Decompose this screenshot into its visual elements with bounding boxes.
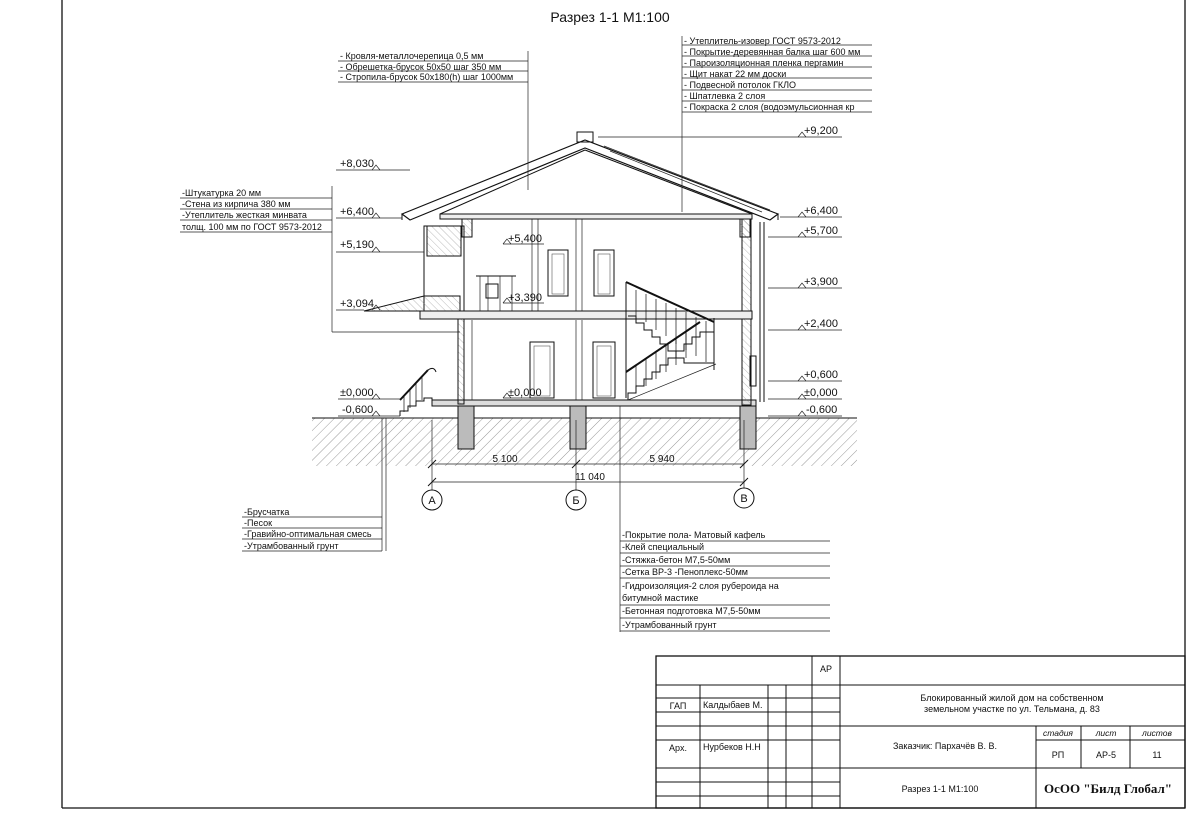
wall-note-2: -Стена из кирпича 380 мм	[182, 199, 291, 209]
dim-span-bv: 5 940	[649, 454, 675, 465]
roof-note-2: - Обрешетка-брусок 50х50 шаг 350 мм	[340, 62, 502, 72]
level-right-9200: +9,200	[804, 125, 838, 137]
wall-note-1: -Штукатурка 20 мм	[182, 188, 262, 198]
level-left-5190: +5,190	[340, 239, 374, 251]
level-left-8030: +8,030	[340, 158, 374, 170]
floor-note-7: -Бетонная подготовка М7,5-50мм	[622, 606, 761, 616]
main-staircase	[626, 282, 716, 400]
level-mark	[336, 298, 380, 310]
level-mark	[768, 387, 842, 399]
door-upper-1	[548, 250, 568, 296]
beam-2	[740, 219, 750, 237]
level-right-2400: +2,400	[804, 318, 838, 330]
level-left-0000: ±0,000	[340, 387, 374, 399]
paving-note-2: -Песок	[244, 518, 273, 528]
level-right-0000: ±0,000	[804, 387, 838, 399]
level-mark	[768, 404, 842, 416]
stamp-sheets: 11	[1152, 750, 1162, 760]
ceiling-note-7: - Покраска 2 слоя (водоэмульсионная кр	[684, 102, 855, 112]
axis-label-b: Б	[572, 495, 580, 507]
floor-note-6: битумной мастике	[622, 593, 699, 603]
title-block	[656, 656, 1185, 808]
ceiling-notes	[682, 36, 872, 212]
ceiling-note-2: - Покрытие-деревянная балка шаг 600 мм	[684, 47, 861, 57]
level-right-6400: +6,400	[804, 205, 838, 217]
ceiling-note-1: - Утеплитель-изовер ГОСТ 9573-2012	[684, 36, 841, 46]
paving-note-1: -Брусчатка	[244, 507, 290, 517]
stamp-stage: РП	[1051, 750, 1065, 760]
floor-note-2: -Клей специальный	[622, 542, 704, 552]
ceiling-note-3: - Пароизоляционная пленка пергамин	[684, 58, 844, 68]
level-mark	[768, 318, 842, 330]
foundation-a	[458, 403, 474, 449]
stamp-gap-role: ГАП	[669, 701, 687, 711]
level-mark	[768, 276, 842, 288]
level-mark	[338, 404, 400, 416]
level-mark	[780, 205, 842, 217]
roof-note-1: - Кровля-металлочерепица 0,5 мм	[340, 51, 484, 61]
stamp-sheet: АР-5	[1095, 750, 1117, 760]
floor-note-8: -Утрамбованный грунт	[622, 620, 717, 630]
stamp-stage-header: стадия	[1043, 728, 1073, 738]
floor-note-3: -Стяжка-бетон М7,5-50мм	[622, 555, 731, 565]
level-inner-5400: +5,400	[508, 233, 542, 245]
level-right-3900: +3,900	[804, 276, 838, 288]
roof-layer	[604, 146, 770, 210]
paving-note-3: -Гравийно-оптимальная смесь	[244, 529, 372, 539]
stamp-code: АР	[819, 664, 833, 674]
sheet-title: Разрез 1-1 М1:100	[550, 9, 670, 25]
door-lower-2	[593, 342, 615, 398]
door-upper-1-panel	[552, 254, 564, 294]
stamp-gap-name: Калдыбаев М.	[703, 700, 763, 710]
rafter-left	[440, 150, 585, 214]
wall-a-parapet	[427, 226, 461, 256]
level-right-0600: +0,600	[804, 369, 838, 381]
foundation-v	[740, 403, 756, 449]
axis-label-a: А	[428, 495, 436, 507]
wall-note-3: -Утеплитель жесткая минвата	[182, 210, 307, 220]
wall-a-ground	[458, 312, 464, 404]
level-mark	[336, 158, 410, 170]
wall-note-4: толщ. 100 мм по ГОСТ 9573-2012	[182, 222, 322, 232]
roof-layer-2	[610, 151, 762, 212]
ceiling-note-4: - Щит накат 22 мм доски	[684, 69, 787, 79]
levels-left	[336, 158, 424, 416]
level-mark	[336, 206, 402, 218]
floor-note-1: -Покрытие пола- Матовый кафель	[622, 530, 766, 540]
door-lower-2-panel	[597, 346, 611, 396]
door-upper-2	[594, 250, 614, 296]
level-mark	[598, 125, 842, 137]
level-inner-0000: ±0,000	[508, 387, 542, 399]
level-mark	[768, 225, 842, 237]
foundation-b	[570, 403, 586, 449]
rafter-right	[585, 150, 752, 214]
ground-floor-slab	[432, 400, 756, 406]
stamp-arch-name: Нурбеков Н.Н	[703, 742, 761, 752]
level-mark	[768, 369, 842, 381]
stamp-drawing-name: Разрез 1-1 М1:100	[901, 784, 979, 794]
left-canopy	[364, 296, 460, 311]
second-floor-slab	[420, 311, 752, 319]
entrance-steps	[400, 368, 436, 416]
stamp-project-line2: земельном участке по ул. Тельмана, д. 83	[924, 704, 1100, 714]
door-upper-2-panel	[598, 254, 610, 294]
dim-total: 11 040	[575, 472, 605, 483]
beam-1	[462, 219, 472, 237]
level-inner-3390: +3,390	[508, 292, 542, 304]
stamp-firm: ОсОО "Билд Глобал"	[1043, 781, 1173, 796]
floor-note-4: -Сетка ВР-3 -Пеноплекс-50мм	[622, 567, 748, 577]
level-left-m600: -0,600	[342, 404, 374, 416]
floor-note-5: -Гидроизоляция-2 слоя рубероида на	[622, 581, 779, 591]
paving-note-4: -Утрамбованный грунт	[244, 541, 339, 551]
ceiling-note-6: - Шпатлевка 2 слоя	[684, 91, 766, 101]
level-right-5700: +5,700	[804, 225, 838, 237]
stamp-project-line1: Блокированный жилой дом на собственном	[920, 693, 1104, 703]
level-mark	[336, 239, 424, 252]
stamp-customer: Заказчик: Пархачёв В. В.	[892, 741, 998, 751]
level-left-6400: +6,400	[340, 206, 374, 218]
stamp-arch-role: Арх.	[669, 743, 687, 753]
level-left-3094: +3,094	[340, 298, 374, 310]
level-mark	[338, 387, 400, 399]
roof-note-3: - Стропила-брусок 50х180(h) шаг 1000мм	[340, 72, 514, 82]
stamp-sheets-header: листов	[1142, 728, 1172, 738]
stamp-sheet-header: лист	[1095, 728, 1117, 738]
attic-slab	[440, 214, 752, 219]
level-right-m600: -0,600	[806, 404, 838, 416]
ceiling-note-5: - Подвесной потолок ГКЛО	[684, 80, 797, 90]
axis-label-v: В	[740, 493, 748, 505]
dim-span-ab: 5 100	[492, 454, 518, 465]
